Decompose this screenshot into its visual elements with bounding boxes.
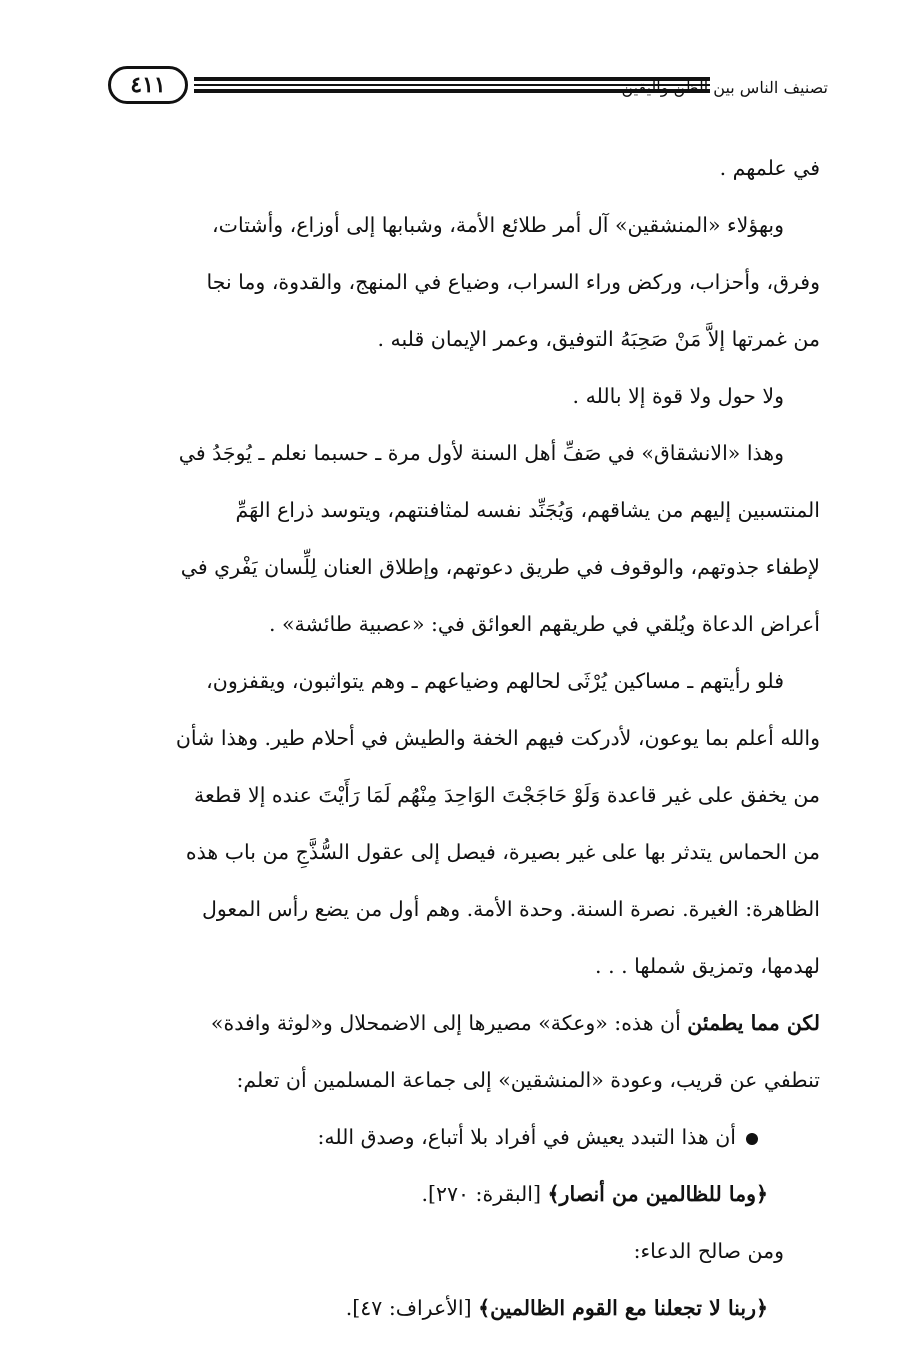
page-header xyxy=(108,64,828,114)
text-line: ولا حول ولا قوة إلا بالله . xyxy=(572,384,784,408)
verse-reference: [البقرة: ٢٧٠]. xyxy=(421,1182,548,1206)
text-line: لإطفاء جذوتهم، والوقوف في طريق دعوتهم، وإطلاق العنان لِلِّسان يَفْري في xyxy=(180,555,820,579)
text-line: وهذا «الانشقاق» في صَفِّ أهل السنة لأول مرة ـ حسبما نعلم ـ يُوجَدُ في xyxy=(178,441,784,465)
text-line: وبهؤلاء «المنشقين» آل أمر طلائع الأمة، وشبابها إلى أوزاع، وأشتات، xyxy=(212,213,784,237)
text-line: المنتسبين إليهم من يشاقهم، وَيُجَنِّد نفسه لمثافنتهم، ويتوسد ذراع الهَمِّ xyxy=(235,498,820,522)
text-line: ومن صالح الدعاء: xyxy=(633,1239,784,1263)
text-line: من يخفق على غير قاعدة وَلَوْ حَاجَجْتَ الوَاحِدَ مِنْهُم لَمَا رَأَيْتَ عنده إلا قطعة xyxy=(194,783,820,807)
text-line: الظاهرة: الغيرة. نصرة السنة. وحدة الأمة. وهم أول من يضع رأس المعول xyxy=(201,897,820,921)
verse-text: ﴿ربنا لا تجعلنا مع القوم الظالمين﴾ xyxy=(478,1296,768,1320)
text-line-bold-lead xyxy=(108,995,820,1052)
text-line: من الحماس يتدثر بها على غير بصيرة، فيصل إلى عقول السُّذَّجِ من باب هذه xyxy=(185,840,820,864)
text-line: أعراض الدعاة ويُلقي في طريقهم العوائق في: «عصبية طائشة» . xyxy=(268,612,820,636)
text-line: وفرق، وأحزاب، وركض وراء السراب، وضياع في المنهج، والقدوة، وما نجا xyxy=(206,270,820,294)
text-line: في علمهم . xyxy=(719,156,820,180)
running-title: تصنيف الناس بين الظن واليقين xyxy=(621,78,828,97)
verse-text: ﴿وما للظالمين من أنصار﴾ xyxy=(547,1182,768,1206)
quran-verse xyxy=(108,1166,820,1223)
text-line: والله أعلم بما يوعون، لأدركت فيهم الخفة والطيش في أحلام طير. وهذا شأن xyxy=(175,726,820,750)
text-line: لهدمها، وتمزيق شملها . . . xyxy=(595,954,820,978)
bullet-icon xyxy=(746,1133,758,1145)
quran-verse xyxy=(108,1280,820,1337)
text-line: من غمرتها إلاَّ مَنْ صَحِبَهُ التوفيق، وعمر الإيمان قلبه . xyxy=(377,327,820,351)
body-text xyxy=(108,140,820,1337)
lead-rest: أن هذه: «وعكة» مصيرها إلى الاضمحلال و«لوثة وافدة» xyxy=(210,1011,688,1035)
page-number: ٤١١ xyxy=(108,66,188,104)
bullet-item xyxy=(108,1109,820,1166)
verse-reference: [الأعراف: ٤٧]. xyxy=(345,1296,479,1320)
text-line: فلو رأيتهم ـ مساكين يُرْثَى لحالهم وضياعهم ـ وهم يتواثبون، ويقفزون، xyxy=(206,669,784,693)
text-line: تنطفي عن قريب، وعودة «المنشقين» إلى جماعة المسلمين أن تعلم: xyxy=(236,1068,820,1092)
bold-lead: لكن مما يطمئن xyxy=(687,1011,820,1035)
bullet-text: أن هذا التبدد يعيش في أفراد بلا أتباع، وصدق الله: xyxy=(317,1125,736,1149)
